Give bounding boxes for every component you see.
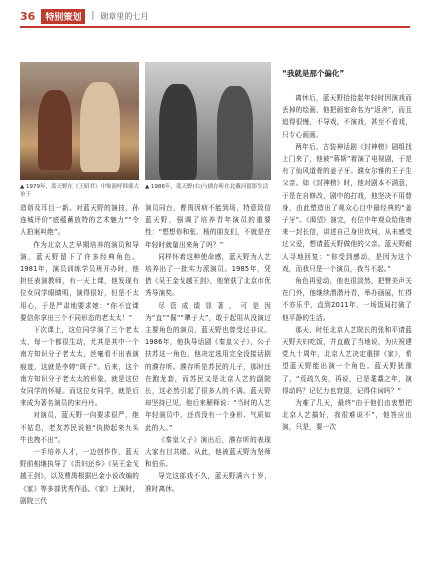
photo-beidaihe [145, 62, 271, 180]
paragraph: 对演员，蓝天野一向要求很严，绝不姑息，老友苏民说他“执拗起来九头牛也拽不出”。 [20, 411, 139, 444]
paragraph: 离休后，蓝天野拾拾起年轻时因演戏而丢掉的绘画，他把画室命名为“返舍”，而且追得很慢，不导戏，不演戏，甚至不看戏，只专心画画。 [282, 94, 412, 139]
paragraph: 演员同台，曹禺因病不能到场，特意致信蓝天野，强调了培养青年演员的重要性：“想想你和张、杨的朋友们，不就是在年轻时就量出来角了吗？” [145, 204, 271, 249]
paragraph: 一手培养人才，一边创作作，蓝天野前相继执导了《贵妇还乡》《吴王金戈越王剑》，以及曹禺根据巴金小说改编的《家》等多部优秀作品。《家》上演时，剧院三代 [20, 448, 139, 505]
paragraph: 下次课上，这位同学演了三个老太太，每一个都很生动，尤其是其中一个南方知识分子老太太，丝毫看不出表演痕迹，这就是李婷“斑子”。后来，这个南方知识分子老太太的形象，就是这位女同学的怀疑。而这位女同学，就是后来成为著名演员的宋丹丹。 [20, 326, 139, 408]
paragraph: 同样怀着这种使命感，蓝天野为人艺培养出了一批实力派演员。1985年，凭借《吴王金戈越王剑》，他荣获了北京市优秀导演奖。 [145, 252, 271, 298]
photo1-caption: ▲ 1979年，蓝天野在《王昭君》中饰演呼韩邪大单于 [20, 184, 139, 198]
paragraph: 作为北京人艺早期培养的演员和导演，蓝天野留下了许多经典角色。1981年，演员训练学员班开办时，他担任表演教师，有一天上课，他发现有位女同学眼睛明，演得很好，但是不太用心，于是严肃地要求她：“你不宜课要信你拿出三个不同形态的老太太！” [20, 240, 139, 322]
paragraph: 《秦皇父子》演出后，濮存昕的表现大家有目共睹。从此，他被蓝天野为坚师和伯乐。 [145, 435, 271, 469]
issue-subtitle: 勋章里的七月 [100, 11, 149, 21]
page-header [20, 6, 410, 28]
photo-wang-zhaojun [20, 62, 139, 180]
subsection-heading: “我就是那个偏化” [282, 69, 345, 78]
paragraph: 两年后，古装神话剧《封神榜》剧组找上门来了，他被“蒋斯”着演了电视剧，于是有了仙风道骨的姜子牙。濮女尔雅的王子生父亲。如《封神榜》时，他对剧本不满意，于是在自修改，剧中的打戏，他坚决不用替身，由此塑造出了观众心目中最经典的“姜子牙”。《渴望》演完，有位中年观众给他寄来一封长信，讲述自己身世坎坷，从未感受过父爱，想请蓝天野做他的父亲。蓝天野耐人寻地回复：“你受到感动，是因为这个戏，而我只是一个演员，我当不起。” [282, 142, 412, 273]
photo2-caption: ▲ 1986年，蓝天野(右)与儒存昕在北戴河留影生活 [145, 184, 269, 190]
paragraph: 导完这部戏不久，蓝天野满六十岁，准时离休。 [145, 472, 271, 493]
paragraph: 为难了几天，最终“由于他们由衷想把北京人艺搞好，我很难说不”，他答应出演，只是，要一次 [282, 399, 412, 432]
section-label: 特别策划 [41, 9, 85, 24]
page-number: 36 [20, 9, 36, 23]
paragraph: 造诣及耳目一新。对蓝天野的演技，孙连城评价“底蕴蓄放特的艺术魅力”“令人拍案叫绝”。 [20, 204, 139, 237]
paragraph: 那天，时任北京人艺院长的张和平请蓝天野夫妇吃饭，并直截了当地说，为庆祝建党九十周年，北京人艺决定重排《家》，希望蓝天野能出演一个角色。蓝天野犹豫了，“荒疏久矣，再说，已是耄耋之年，演得动吗？记忆力也衰退，记得住词吗？” [282, 325, 412, 395]
text-column-1 [20, 202, 139, 507]
text-column-3 [282, 92, 412, 434]
paragraph: 角色再爱动，他也很淡然，把赞美声关在门外，他继续潜潜丹青，举办画展，忙得不亦乐乎，直到2011年，一场饭局打破了他平静的生活。 [282, 277, 412, 322]
header-separator: | [91, 11, 95, 21]
paragraph: 尽管成绩显著，可是因为“直”“倔”“犟子大”，敢于起用从没演过主要角色的演员，蓝天野也曾受过非议。1986年，他执导话剧《秦皇父子》，公子扶苏这一角色，他决定选用完全没接话剧的濮存昕。濮存昕是苏民的儿子，那时还在跑龙套，而苏民又是北京人艺的副院长，这必然引起了很多人的不满。蓝天野却坚持已见，他后来解释说：“当时的人艺年轻演员中，还真没有一个身形、气质如此的人。” [145, 301, 271, 432]
text-column-2 [145, 202, 271, 495]
